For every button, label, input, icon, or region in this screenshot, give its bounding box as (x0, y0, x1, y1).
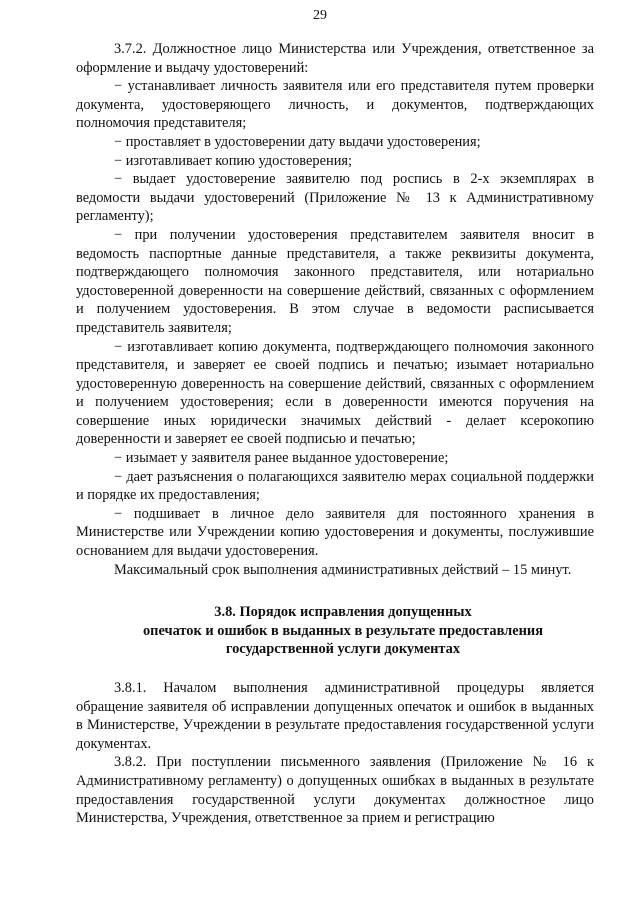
list-item: − изготавливает копию документа, подтверждающего полномочия законного представителя, и заверяет ее своей подпись и печатью; изымает нотариально удостоверенную доверенность на совершение действий, связанных с оформлением и получением удостоверения; если в доверенности имеются поручения на совершение иных юридически значимых действий - делает ксерокопию доверенности и заверяет ее своей подписью и печатью; (76, 338, 594, 448)
max-time-paragraph: Максимальный срок выполнения административных действий – 15 минут. (114, 561, 572, 578)
section-3-8-1-paragraph: 3.8.1. Началом выполнения административной процедуры является обращение заявителя об исправлении допущенных опечаток и ошибок в выданных в Министерстве, Учреждении в результате предоставления государственной услуги документах. (76, 680, 594, 752)
list-item: − дает разъяснения о полагающихся заявителю мерах социальной поддержки и порядке их предоставления; (76, 468, 594, 504)
list-item: − устанавливает личность заявителя или его представителя путем проверки документа, удостоверяющего личность, и документов, подтверждающих полномочия представителя; (76, 78, 594, 132)
section-3-8-2-paragraph: 3.8.2. При поступлении письменного заявления (Приложение № 16 к Административному регламенту) о допущенных ошибках в выданных в результате предоставления государственной услуги документах должностное лицо Министерства, Учреждения, ответственное за прием и регистрацию (76, 754, 594, 827)
list-item: − выдает удостоверение заявителю под роспись в 2-х экземплярах в ведомости выдачи удостоверений (Приложение № 13 к Административному регламенту); (76, 171, 594, 225)
section-3-7-2-intro: 3.7.2. Должностное лицо Министерства или Учреждения, ответственное за оформление и выдачу удостоверений: (76, 41, 594, 76)
list-item: − изымает у заявителя ранее выданное удостоверение; (114, 450, 449, 467)
page-content (76, 40, 594, 828)
section-3-8-heading (76, 603, 594, 659)
page-number: 29 (313, 8, 327, 23)
list-item: − при получении удостоверения представителем заявителя вносит в ведомость паспортные данные представителя, а также реквизиты документа, подтверждающего полномочия законного представителя, или нотариально удостоверенной доверенности на совершение действий, связанных с оформлением и получением удостоверения. В этом случае в ведомости расписывается представитель заявителя; (76, 226, 594, 336)
heading-line: опечаток и ошибок в выданных в результате предоставления (142, 622, 544, 639)
list-item: − подшивает в личное дело заявителя для постоянного хранения в Министерстве или Учреждении копию удостоверения и документы, послужившие основанием для выдачи удостоверения. (76, 505, 594, 560)
list-item: − изготавливает копию удостоверения; (114, 152, 353, 169)
heading-line: 3.8. Порядок исправления допущенных (214, 604, 472, 621)
list-item: − проставляет в удостоверении дату выдачи удостоверения; (114, 133, 481, 150)
heading-line: государственной услуги документах (225, 641, 461, 658)
